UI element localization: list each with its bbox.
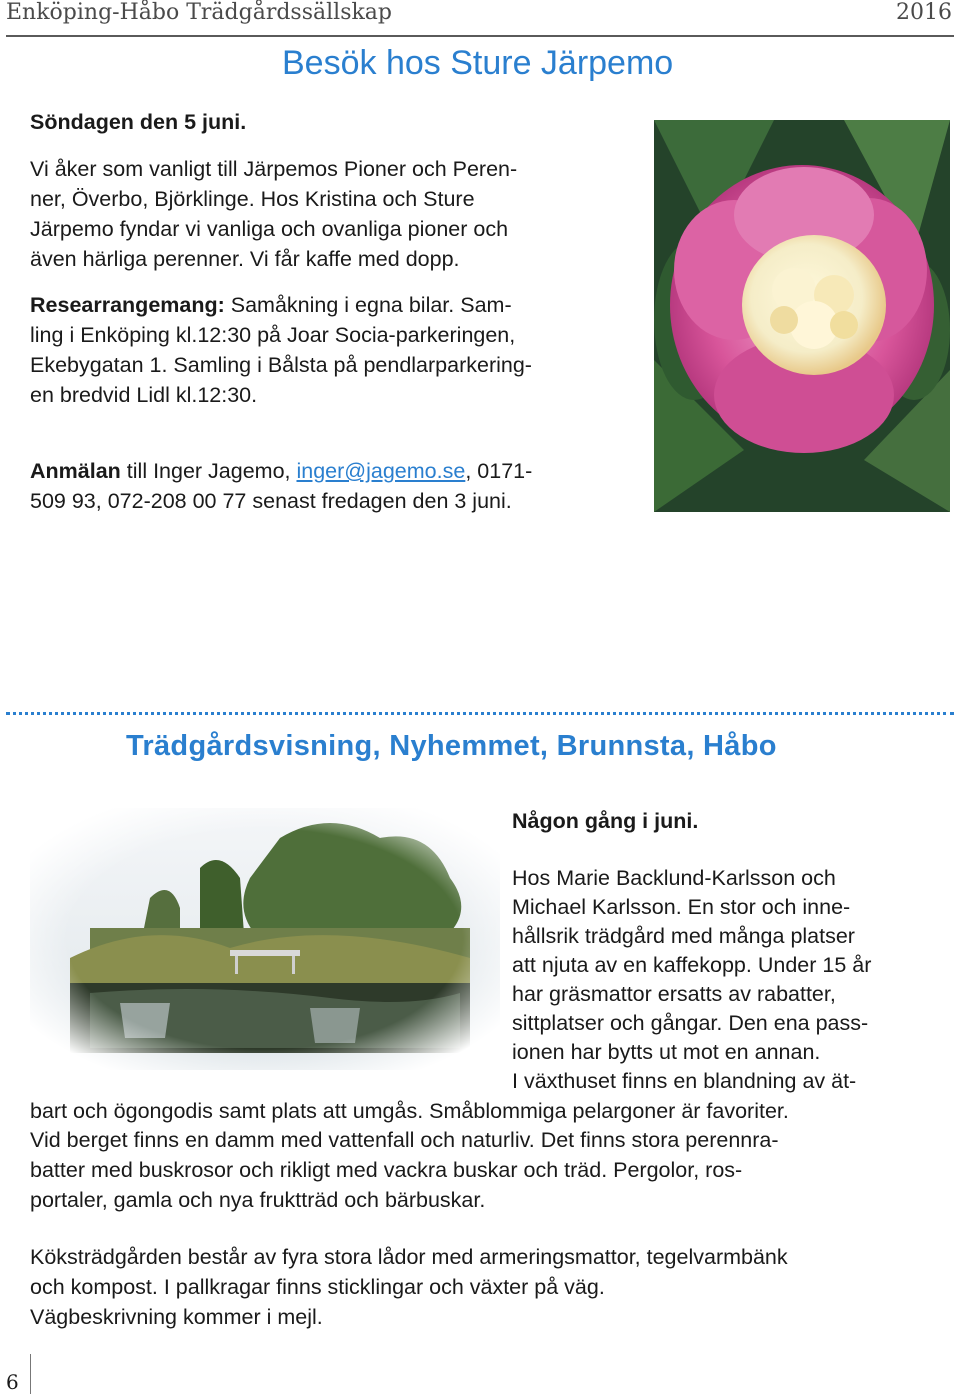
article1-signup-line: Anmälan till Inger Jagemo, inger@jagemo.se, 0171-: [30, 459, 533, 483]
article2-title: Trädgårdsvisning, Nyhemmet, Brunnsta, Håbo: [126, 730, 777, 762]
article1-travel-line: ling i Enköping kl.12:30 på Joar Socia-parkeringen,: [30, 323, 516, 347]
article2-last-line: och kompost. I pallkragar finns sticklingar och växter på väg.: [30, 1275, 605, 1299]
article1-intro-line: även härliga perenner. Vi får kaffe med dopp.: [30, 247, 460, 271]
article2-body-line: bart och ögongodis samt plats att umgås. Småblommiga pelargoner är favoriter.: [30, 1099, 789, 1123]
article2-side-line: sittplatser och gångar. Den ena pass-: [512, 1011, 869, 1035]
section-divider: [6, 712, 954, 715]
email-link[interactable]: inger@jagemo.se: [296, 459, 466, 483]
article1-intro-line: Vi åker som vanligt till Järpemos Pioner och Peren-: [30, 157, 518, 181]
article2-side-line: Michael Karlsson. En stor och inne-: [512, 895, 851, 919]
article1-title: Besök hos Sture Järpemo: [282, 44, 674, 82]
article2-side-line: har gräsmattor ersatts av rabatter,: [512, 982, 836, 1006]
article2-side-line: att njuta av en kaffekopp. Under 15 år: [512, 953, 872, 977]
peony-photo: [654, 120, 950, 512]
article2-body-line: batter med buskrosor och rikligt med vackra buskar och träd. Pergolor, ros-: [30, 1158, 743, 1182]
article2-body-line: Vid berget finns en damm med vattenfall och naturliv. Det finns stora perennra-: [30, 1128, 779, 1152]
page-header: [0, 0, 960, 30]
article2-body-line: portaler, gamla och nya fruktträd och bärbuskar.: [30, 1188, 486, 1212]
article1-travel-line: Ekebygatan 1. Samling i Bålsta på pendlarparkering-: [30, 353, 532, 377]
article2-last-line: Köksträdgården består av fyra stora lådor med armeringsmattor, tegelvarmbänk: [30, 1245, 788, 1269]
article2-side-line: Hos Marie Backlund-Karlsson och: [512, 866, 836, 890]
header-divider: [6, 35, 954, 37]
article1-travel-line: Researrangemang: Samåkning i egna bilar. Sam-: [30, 293, 512, 317]
publication-title: Enköping-Håbo Trädgårdssällskap: [6, 0, 393, 25]
garden-photo: [30, 808, 500, 1070]
footer-rule: [30, 1354, 31, 1394]
article2-side-line: ionen har bytts ut mot en annan.: [512, 1040, 821, 1064]
article1-signup-line: 509 93, 072-208 00 77 senast fredagen den 3 juni.: [30, 489, 512, 513]
article1-intro-line: ner, Överbo, Björklinge. Hos Kristina och Sture: [30, 187, 475, 211]
article1-intro-line: Järpemo fyndar vi vanliga och ovanliga pioner och: [30, 217, 509, 241]
article2-date: Någon gång i juni.: [512, 809, 699, 833]
article2-side-line: hållsrik trädgård med många platser: [512, 924, 855, 948]
article2-last-line: Vägbeskrivning kommer i mejl.: [30, 1305, 323, 1329]
article1-travel-line: en bredvid Lidl kl.12:30.: [30, 383, 258, 407]
article1-date: Söndagen den 5 juni.: [30, 110, 247, 134]
page-number: 6: [6, 1370, 19, 1394]
travel-label: Researrangemang:: [30, 293, 225, 317]
article2-side-line: I växthuset finns en blandning av ät-: [512, 1069, 857, 1093]
peony-center: [742, 235, 886, 375]
publication-year: 2016: [896, 0, 952, 25]
signup-label: Anmälan: [30, 459, 121, 483]
